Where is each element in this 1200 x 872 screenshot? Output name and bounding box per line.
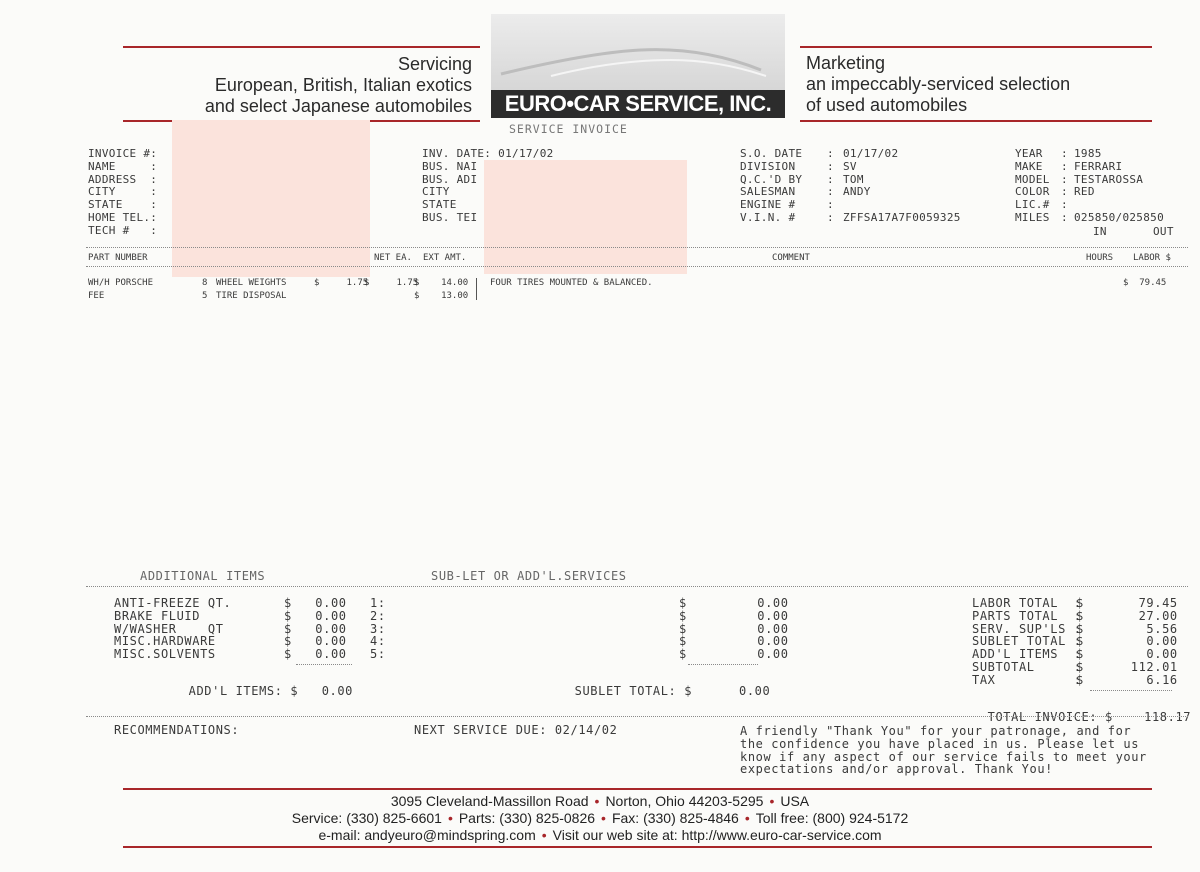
- sublet-line-number: 5:: [370, 647, 386, 662]
- sublet-line-number: 3:: [370, 621, 386, 636]
- sublet-total-summary-value: $ 0.00: [1076, 634, 1178, 649]
- total-invoice: [972, 698, 1191, 724]
- table-header-bottom-rule: [86, 266, 1188, 267]
- footer-website[interactable]: Visit our web site at: http://www.euro-car-service.com: [552, 827, 882, 843]
- vehicle-labels: [1015, 148, 1050, 225]
- header-rule-right-bottom: [800, 120, 1152, 122]
- make-value: FERRARI: [1074, 159, 1123, 173]
- sublet-total: [559, 672, 770, 698]
- list-item: MISC.SOLVENTS: [114, 647, 216, 662]
- additional-values: [284, 597, 347, 661]
- footer-fax: Fax: (330) 825-4846: [611, 810, 739, 826]
- row-part: FEE: [88, 291, 105, 301]
- sublet-line-number: 1:: [370, 596, 386, 610]
- list-item: W/WASHER QT: [114, 621, 224, 636]
- footer-web-line: [0, 827, 1200, 844]
- company-name: EURO•CAR SERVICE, INC.: [491, 90, 785, 118]
- additional-total: [173, 672, 353, 698]
- sublet-numbers: [370, 597, 386, 661]
- invoice-number-label: INVOICE #:: [88, 147, 158, 160]
- document-title: SERVICE INVOICE: [509, 122, 628, 136]
- address-label: ADDRESS :: [88, 172, 158, 186]
- customer-labels: [88, 148, 157, 238]
- additional-labels: [114, 597, 231, 661]
- so-date-label: S.O. DATE: [740, 147, 803, 160]
- so-date-value: 01/17/02: [843, 147, 899, 160]
- footer-bottom-rule: [123, 846, 1152, 848]
- col-net-each: NET EA.: [374, 253, 412, 263]
- row-desc: WHEEL WEIGHTS: [216, 278, 287, 288]
- next-service-due: NEXT SERVICE DUE: 02/14/02: [414, 723, 618, 737]
- company-logo: [491, 14, 785, 94]
- engine-label: ENGINE #: [740, 198, 796, 212]
- inv-date-value: 01/17/02: [498, 147, 554, 160]
- additional-top-rule: [86, 586, 1188, 587]
- bus-tel-label: BUS. TEI: [422, 210, 478, 224]
- thank-you-line: expectations and/or approval. Thank You!: [740, 762, 1053, 777]
- additional-items-title: ADDITIONAL ITEMS: [140, 569, 266, 583]
- footer-phone-line: [0, 810, 1200, 827]
- labor-total-label: LABOR TOTAL :: [972, 596, 1082, 610]
- list-item-value: $ 0.00: [284, 621, 347, 636]
- list-item-value: $ 0.00: [284, 634, 347, 649]
- home-tel-label: HOME TEL.:: [88, 210, 158, 224]
- name-label: NAME :: [88, 159, 158, 173]
- recommendations-label: RECOMMENDATIONS:: [114, 723, 240, 737]
- row-qty: 5: [202, 291, 208, 301]
- sublet-line-value: $ 0.00: [679, 596, 789, 610]
- miles-label: MILES: [1015, 210, 1050, 224]
- header-rule-left: [123, 46, 480, 48]
- service-order-colons: : : : : : :: [827, 147, 834, 224]
- thank-you-line: know if any aspect of our service fails to meet your: [740, 749, 1147, 764]
- list-item: MISC.HARDWARE: [114, 634, 216, 649]
- footer-street: 3095 Cleveland-Massillon Road: [390, 793, 589, 809]
- lic-label: LIC.#: [1015, 198, 1050, 212]
- miles-out-label: OUT: [1153, 225, 1174, 238]
- row-labor: $ 79.45: [1123, 278, 1167, 288]
- service-order-labels: [740, 148, 802, 225]
- column-separator: [476, 278, 477, 300]
- row-ext: $ 14.00: [414, 278, 469, 288]
- addl-items-summary-label: ADD'L ITEMS :: [972, 647, 1082, 662]
- totals-labels: [972, 597, 1082, 687]
- table-header-top-rule: [86, 247, 1188, 248]
- inv-date-label: INV. DATE:: [422, 147, 492, 160]
- footer-parts-phone: Parts: (330) 825-0826: [458, 810, 596, 826]
- qc-by-value: TOM: [843, 172, 864, 186]
- bullet-icon: •: [447, 810, 453, 826]
- state-label: STATE :: [88, 198, 158, 212]
- sublet-title: SUB-LET OR ADD'L.SERVICES: [431, 569, 627, 583]
- tagline-line: an impeccably-serviced selection: [806, 74, 1071, 94]
- color-value: RED: [1074, 185, 1095, 199]
- thank-you-note: [740, 725, 1147, 776]
- service-order-values: [843, 148, 961, 225]
- footer-email[interactable]: e-mail: andyeuro@mindspring.com: [318, 827, 536, 843]
- tax-label: TAX :: [972, 672, 1082, 687]
- row-qty: 8: [202, 278, 208, 288]
- row-net: $ 1.75: [364, 278, 419, 288]
- parts-total-value: $ 27.00: [1076, 608, 1178, 623]
- tagline-line: European, British, Italian exotics: [214, 75, 472, 95]
- parts-total-label: PARTS TOTAL :: [972, 608, 1082, 623]
- sublet-values: [679, 597, 789, 661]
- vin-value: ZFFSA17A7F0059325: [843, 210, 961, 224]
- sublet-sum-rule: [688, 664, 758, 665]
- sublet-line-number: 4:: [370, 634, 386, 649]
- additional-sum-rule: [296, 664, 352, 665]
- tax-value: $ 6.16: [1076, 672, 1178, 687]
- row-part: WH/H PORSCHE: [88, 278, 154, 288]
- model-label: MODEL: [1015, 172, 1050, 186]
- subtotal-label: SUBTOTAL :: [972, 659, 1082, 674]
- tagline-line: and select Japanese automobiles: [204, 96, 472, 116]
- division-label: DIVISION: [740, 159, 796, 173]
- vin-label: V.I.N. #: [740, 210, 796, 224]
- recommendations-top-rule: [86, 716, 1188, 717]
- footer-city: Norton, Ohio 44203-5295: [605, 793, 764, 809]
- footer-top-rule: [123, 788, 1152, 790]
- row-comment: FOUR TIRES MOUNTED & BALANCED.: [490, 278, 653, 288]
- serv-supplies-value: $ 5.56: [1076, 621, 1178, 636]
- sublet-total-label: SUBLET TOTAL:: [574, 683, 677, 698]
- sublet-line-number: 2:: [370, 608, 386, 623]
- bus-address-label: BUS. ADI: [422, 172, 478, 186]
- totals-sum-rule: [1090, 690, 1172, 691]
- tagline-line: Marketing: [806, 53, 886, 73]
- addl-items-summary-value: $ 0.00: [1076, 647, 1178, 662]
- miles-value: 025850/025850: [1074, 210, 1164, 224]
- vehicle-colons: : : : : : :: [1061, 147, 1068, 224]
- totals-values: [1076, 597, 1178, 687]
- serv-supplies-label: SERV. SUP'LS :: [972, 621, 1082, 636]
- col-hours: HOURS: [1086, 253, 1114, 263]
- car-silhouette-icon: [491, 14, 785, 92]
- additional-total-label: ADD'L ITEMS:: [188, 683, 283, 698]
- year-value: 1985: [1074, 147, 1102, 160]
- sublet-total-summary-label: SUBLET TOTAL :: [972, 634, 1082, 649]
- tagline-line: Servicing: [397, 54, 472, 74]
- row-unit: $ 1.75: [314, 278, 369, 288]
- redaction-business: [484, 160, 687, 274]
- labor-total-value: $ 79.45: [1076, 596, 1178, 610]
- col-ext-amount: EXT AMT.: [423, 253, 467, 263]
- tech-number-label: TECH # :: [88, 223, 158, 237]
- col-part-number: PART NUMBER: [88, 253, 148, 263]
- total-invoice-label: TOTAL INVOICE:: [987, 709, 1098, 724]
- row-ext: $ 13.00: [414, 291, 469, 301]
- salesman-label: SALESMAN: [740, 185, 796, 199]
- list-item-value: $ 0.00: [284, 647, 347, 662]
- additional-total-value: $ 0.00: [290, 683, 353, 698]
- model-value: TESTAROSSA: [1074, 172, 1144, 186]
- bullet-icon: •: [744, 810, 750, 826]
- thank-you-line: A friendly "Thank You" for your patronage, and for: [740, 724, 1132, 738]
- sublet-line-value: $ 0.00: [679, 634, 789, 649]
- bullet-icon: •: [769, 793, 775, 809]
- subtotal-value: $ 112.01: [1076, 659, 1178, 674]
- list-item-value: $ 0.00: [284, 596, 347, 610]
- bus-state-label: STATE: [422, 198, 457, 212]
- sublet-line-value: $ 0.00: [679, 608, 789, 623]
- bus-name-label: BUS. NAI: [422, 159, 478, 173]
- list-item: ANTI-FREEZE QT.: [114, 596, 232, 610]
- bullet-icon: •: [594, 793, 600, 809]
- footer-service-phone: Service: (330) 825-6601: [291, 810, 442, 826]
- footer-country: USA: [780, 793, 810, 809]
- header-rule-right: [800, 46, 1152, 48]
- city-label: CITY :: [88, 185, 158, 199]
- sublet-line-value: $ 0.00: [679, 621, 789, 636]
- sublet-line-value: $ 0.00: [679, 647, 789, 662]
- qc-by-label: Q.C.'D BY: [740, 172, 803, 186]
- list-item-value: $ 0.00: [284, 608, 347, 623]
- color-label: COLOR: [1015, 185, 1050, 199]
- total-invoice-value: $ 118.17: [1105, 709, 1192, 724]
- make-label: MAKE: [1015, 159, 1043, 173]
- tagline-line: of used automobiles: [806, 95, 968, 115]
- bullet-icon: •: [541, 827, 547, 843]
- vehicle-values: [1074, 148, 1164, 225]
- row-desc: TIRE DISPOSAL: [216, 291, 287, 301]
- year-label: YEAR: [1015, 147, 1043, 160]
- thank-you-line: the confidence you have placed in us. Please let us: [740, 736, 1140, 751]
- list-item: BRAKE FLUID: [114, 608, 201, 623]
- col-labor: LABOR $: [1133, 253, 1171, 263]
- header-marketing-tagline: [806, 53, 1166, 116]
- header-services-tagline: [130, 54, 472, 117]
- bus-city-label: CITY: [422, 185, 450, 199]
- bullet-icon: •: [601, 810, 606, 826]
- redaction-customer: [172, 120, 370, 277]
- footer-address-line: [0, 793, 1200, 810]
- col-comment: COMMENT: [772, 253, 810, 263]
- division-value: SV: [843, 159, 857, 173]
- footer-tollfree: Toll free: (800) 924-5172: [755, 810, 909, 826]
- miles-in-label: IN: [1093, 225, 1107, 238]
- salesman-value: ANDY: [843, 185, 871, 199]
- sublet-total-value: $ 0.00: [684, 683, 771, 698]
